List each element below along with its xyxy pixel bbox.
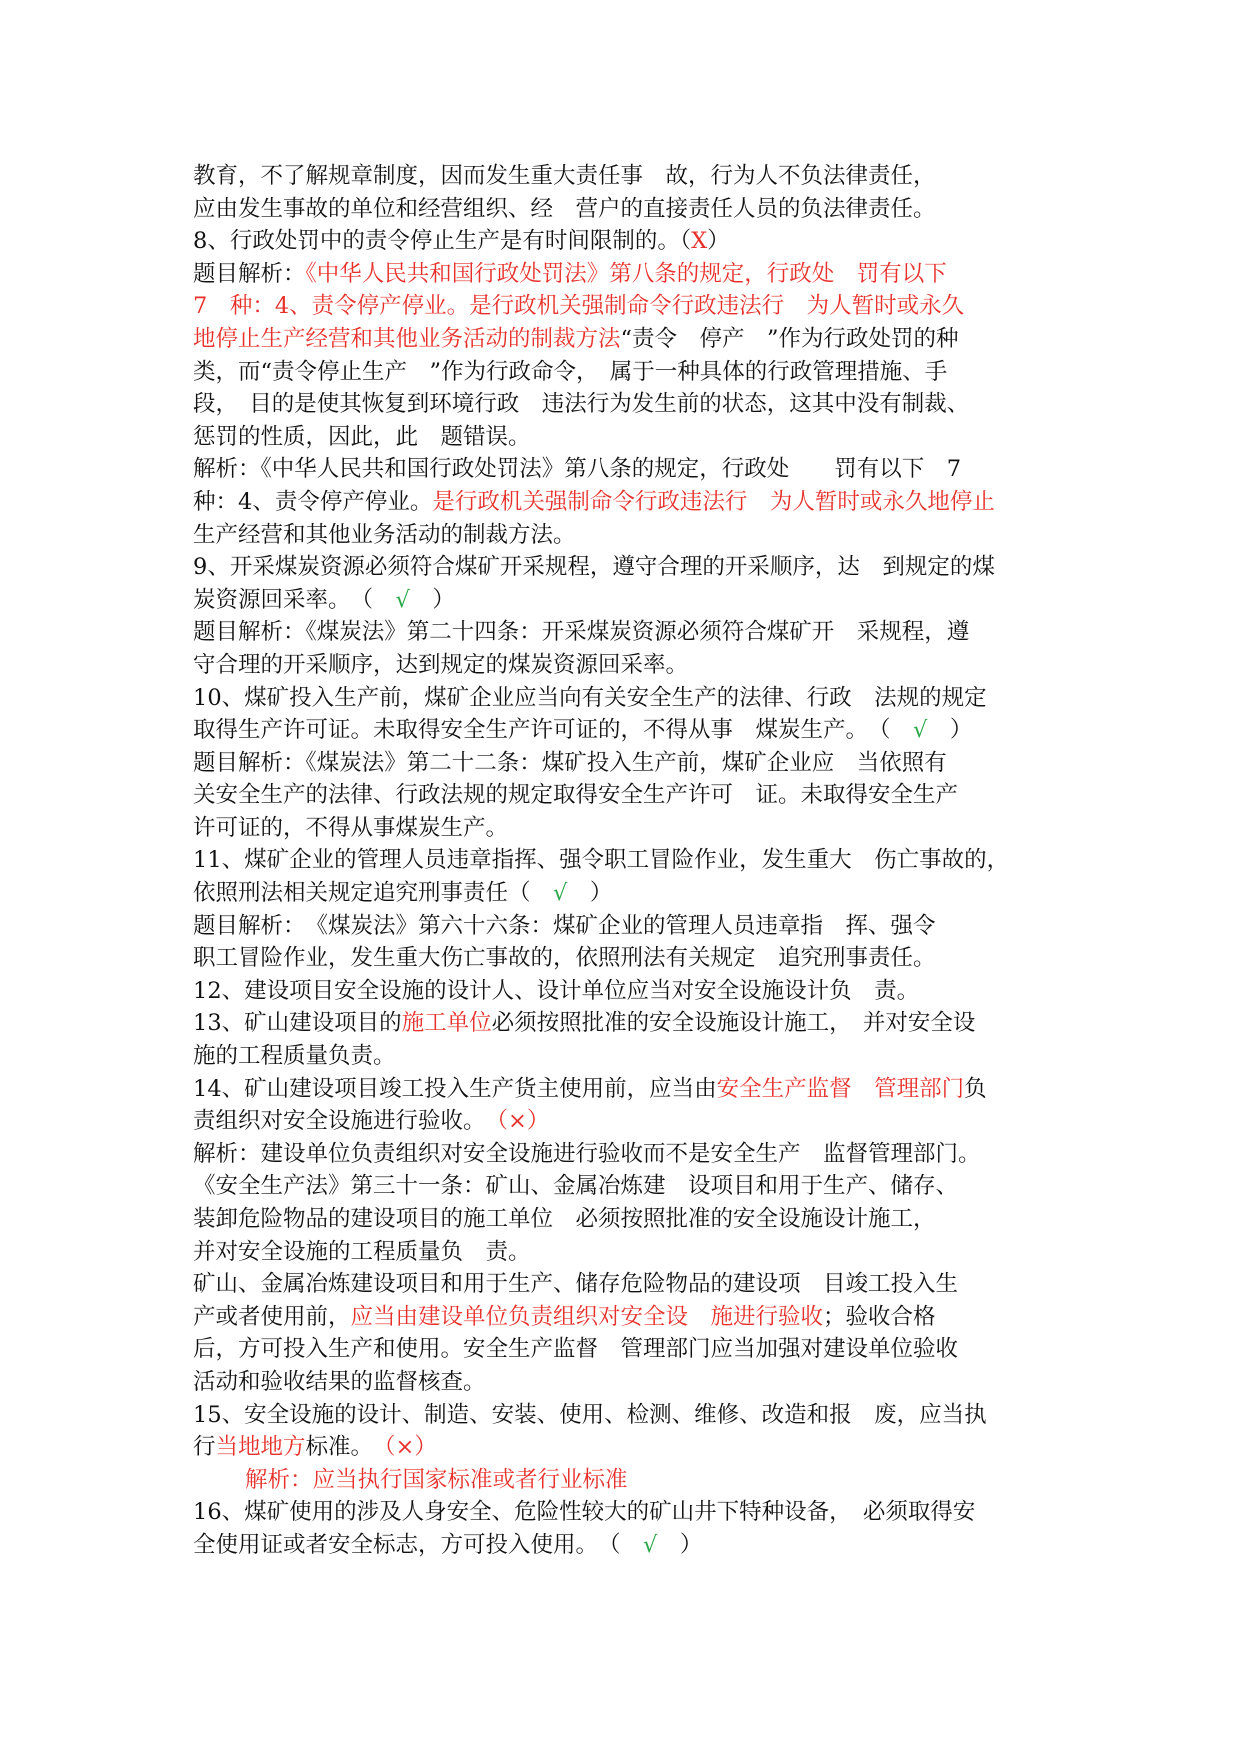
text-line xyxy=(193,649,1073,682)
text-segment: 责组织对安全设施进行验收。 xyxy=(193,1108,497,1135)
text-segment: 后，方可投入生产和使用。安全生产监督 管理部门应当加强对建设单位验收 xyxy=(193,1336,959,1363)
highlighted-text: 当地地方 xyxy=(215,1434,306,1461)
text-segment: 15、安全设施的设计、制造、安装、使用、检测、维修、改造和报 废，应当执 xyxy=(193,1401,987,1428)
text-segment: 炭资源回采率。 （ xyxy=(193,586,396,613)
text-segment: 标准。 xyxy=(305,1434,385,1461)
text-segment: “责令 停产 ”作为行政处罚的种 xyxy=(620,325,959,352)
text-segment: 《安全生产法》第三十一条：矿山、金属冶炼建 设项目和用于生产、储存、 xyxy=(193,1173,959,1200)
text-segment: ） xyxy=(707,228,730,255)
text-segment: ） xyxy=(409,586,455,613)
text-line xyxy=(193,1496,1073,1529)
text-segment: 依照刑法相关规定追究刑事责任（ xyxy=(193,880,554,907)
text-line xyxy=(193,1431,1073,1464)
text-segment: 取得生产许可证。未取得安全生产许可证的，不得从事 煤炭生产。 （ xyxy=(193,717,914,744)
check-mark: √ xyxy=(553,880,568,907)
check-mark: √ xyxy=(913,717,928,744)
document-body xyxy=(193,160,1073,1562)
text-line xyxy=(193,225,1073,258)
text-line xyxy=(193,486,1073,519)
text-segment: 并对安全设施的工程质量负 责。 xyxy=(193,1238,531,1265)
text-line xyxy=(193,844,1073,877)
text-line xyxy=(193,1301,1073,1334)
text-line xyxy=(193,877,1073,910)
highlighted-text: 应当由建设单位负责组织对安全设 施进行验收 xyxy=(350,1303,824,1330)
text-segment: ） xyxy=(567,880,613,907)
text-line xyxy=(193,1203,1073,1236)
text-segment: 产或者使用前， xyxy=(193,1303,351,1330)
text-segment: 关安全生产的法律、行政法规的规定取得安全生产许可 证。未取得安全生产 xyxy=(193,782,959,809)
text-segment: 施的工程质量负责。 xyxy=(193,1043,396,1070)
text-segment: 教育，不了解规章制度，因而发生重大责任事 故，行为人不负法律责任， xyxy=(193,163,936,189)
text-segment: 题目解析：《煤炭法》第二十四条：开采煤炭资源必须符合煤矿开 采规程，遵 xyxy=(193,619,970,646)
text-segment: 活动和验收结果的监督核查。 xyxy=(193,1368,486,1395)
text-line xyxy=(193,1105,1073,1138)
text-segment: 解析：《中华人民共和国行政处罚法》第八条的规定，行政处 罚有以下 7 xyxy=(193,456,962,483)
text-line xyxy=(193,714,1073,747)
highlighted-text: 地停止生产经营和其他业务活动的制裁方法 xyxy=(193,325,621,352)
text-line xyxy=(193,290,1073,323)
text-segment: 种：4、责令停产停业。 xyxy=(193,488,433,515)
text-line xyxy=(193,942,1073,975)
text-line xyxy=(193,747,1073,780)
text-segment: 必须按照批准的安全设施设计施工， 并对安全设 xyxy=(491,1010,976,1037)
highlighted-text: 7 种：4、责令停产停业。是行政机关强制命令行政违法行 为人暂时或永久 xyxy=(193,293,965,320)
highlighted-text: 安全生产监督 管理部门 xyxy=(716,1075,965,1102)
text-segment: ） xyxy=(927,717,973,744)
highlighted-text: 是行政机关强制命令行政违法行 为人暂时或永久地停止 xyxy=(432,488,995,515)
text-segment: 应由发生事故的单位和经营组织、经 营户的直接责任人员的负法律责任。 xyxy=(193,195,936,222)
text-line xyxy=(193,160,1073,193)
text-line xyxy=(193,975,1073,1008)
text-line xyxy=(193,616,1073,649)
text-line xyxy=(193,812,1073,845)
text-line xyxy=(193,1007,1073,1040)
text-line xyxy=(193,779,1073,812)
text-segment: 11、煤矿企业的管理人员违章指挥、强令职工冒险作业，发生重大 伤亡事故的， xyxy=(193,847,1010,874)
text-line xyxy=(193,519,1073,552)
text-line xyxy=(193,1040,1073,1073)
text-line xyxy=(193,356,1073,389)
text-segment: 类，而“责令停止生产 ”作为行政命令， 属于一种具体的行政管理措施、手 xyxy=(193,358,948,385)
text-line xyxy=(193,453,1073,486)
text-line xyxy=(193,1366,1073,1399)
text-line xyxy=(193,1138,1073,1171)
text-line xyxy=(193,193,1073,226)
text-line xyxy=(193,584,1073,617)
text-line xyxy=(193,1399,1073,1432)
text-segment: 解析：建设单位负责组织对安全设施进行验收而不是安全生产 监督管理部门。 xyxy=(193,1140,981,1167)
highlighted-text: 解析：应当执行国家标准或者行业标准 xyxy=(245,1466,628,1493)
text-segment: 负 xyxy=(964,1075,987,1102)
highlighted-text: 施工单位 xyxy=(401,1010,492,1037)
text-line xyxy=(193,421,1073,454)
text-segment: 生产经营和其他业务活动的制裁方法。 xyxy=(193,521,576,548)
text-segment: 行 xyxy=(193,1434,216,1461)
text-segment: 段， 目的是使其恢复到环境行政 违法行为发生前的状态，这其中没有制裁、 xyxy=(193,391,970,418)
text-segment: ） xyxy=(657,1531,703,1558)
text-line xyxy=(193,551,1073,584)
text-segment: 题目解析： 《煤炭法》第六十六条：煤矿企业的管理人员违章指 挥、强令 xyxy=(193,912,936,939)
text-segment: 9、开采煤炭资源必须符合煤矿开采规程，遵守合理的开采顺序，达 到规定的煤 xyxy=(193,554,995,581)
text-segment: 10、煤矿投入生产前，煤矿企业应当向有关安全生产的法律、行政 法规的规定 xyxy=(193,684,987,711)
text-segment: 许可证的，不得从事煤炭生产。 xyxy=(193,814,509,841)
highlighted-text: （×） xyxy=(496,1108,550,1135)
text-segment: 装卸危险物品的建设项目的施工单位 必须按照批准的安全设施设计施工， xyxy=(193,1206,936,1232)
text-segment: 12、建设项目安全设施的设计人、设计单位应当对安全设施设计负 责。 xyxy=(193,977,920,1004)
text-segment: 职工冒险作业，发生重大伤亡事故的，依照刑法有关规定 追究刑事责任。 xyxy=(193,945,936,972)
text-segment: 16、煤矿使用的涉及人身安全、危险性较大的矿山井下特种设备， 必须取得安 xyxy=(193,1499,976,1526)
text-line xyxy=(193,1170,1073,1203)
highlighted-text: 《中华人民共和国行政处罚法》第八条的规定，行政处 罚有以下 xyxy=(305,260,947,287)
text-line xyxy=(193,1333,1073,1366)
text-line xyxy=(193,1464,1073,1497)
text-line xyxy=(193,1268,1073,1301)
highlighted-text: X xyxy=(691,228,708,255)
text-line xyxy=(193,682,1073,715)
text-segment: 14、矿山建设项目竣工投入生产货主使用前，应当由 xyxy=(193,1075,717,1102)
text-line xyxy=(193,388,1073,421)
text-segment: ；验收合格 xyxy=(823,1303,936,1330)
check-mark: √ xyxy=(395,586,410,613)
text-line xyxy=(193,910,1073,943)
text-line xyxy=(193,1529,1073,1562)
text-segment: 13、矿山建设项目的 xyxy=(193,1010,402,1037)
text-segment: 8、行政处罚中的责令停止生产是有时间限制的。（ xyxy=(193,228,692,255)
text-line xyxy=(193,323,1073,356)
highlighted-text: （×） xyxy=(384,1434,437,1461)
text-line xyxy=(193,1236,1073,1269)
text-segment: 题目解析：《煤炭法》第二十二条：煤矿投入生产前，煤矿企业应 当依照有 xyxy=(193,749,947,776)
check-mark: √ xyxy=(643,1531,658,1558)
text-line xyxy=(193,1073,1073,1106)
text-segment: 题目解析： xyxy=(193,260,306,287)
text-segment: 守合理的开采顺序，达到规定的煤炭资源回采率。 xyxy=(193,651,689,678)
text-segment: 全使用证或者安全标志，方可投入使用。 （ xyxy=(193,1531,644,1558)
text-segment: 惩罚的性质，因此，此 题错误。 xyxy=(193,423,531,450)
text-segment: 矿山、金属冶炼建设项目和用于生产、储存危险物品的建设项 目竣工投入生 xyxy=(193,1271,959,1298)
text-line xyxy=(193,258,1073,291)
